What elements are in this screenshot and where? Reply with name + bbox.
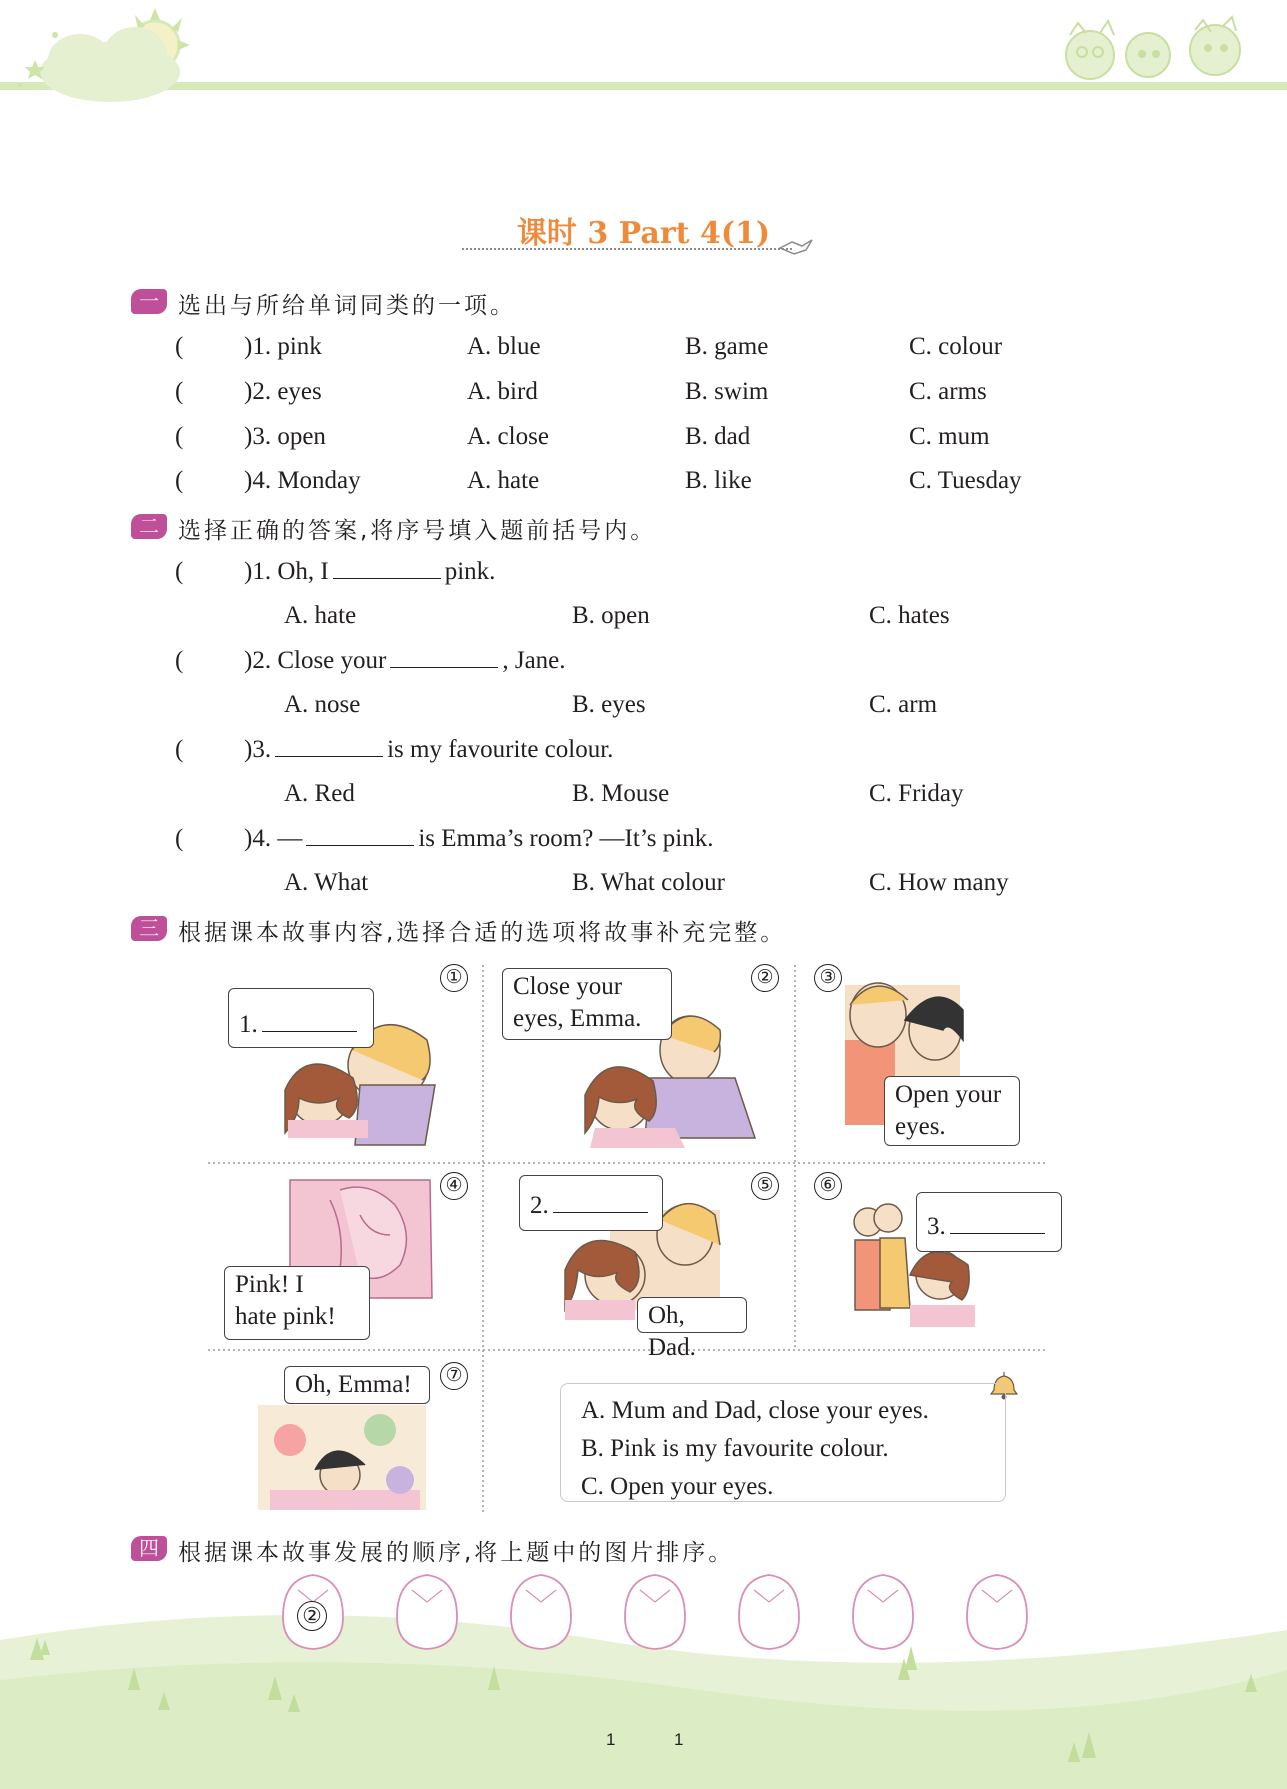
panel-5-bubble: 2. [519,1175,663,1231]
s1-q1-bracket[interactable]: ( [175,333,184,360]
panel-5-bubble-dad: Oh, Dad. [637,1297,747,1333]
panel-2-number: ② [751,964,779,992]
section-2-badge: 二 [131,514,167,539]
s2-q1-sentence: )1. Oh, I pink. [244,558,496,585]
option-b: B. Pink is my favourite colour. [581,1435,889,1462]
panel-1-bubble: 1. [228,988,374,1048]
panel-2-bubble: Close your eyes, Emma. [502,968,672,1040]
page-number-left: 1 [606,1730,616,1749]
panel-5-number: ⑤ [751,1172,779,1200]
section-1-badge: 一 [131,289,167,314]
s1-q4-option-c: C. Tuesday [909,467,1022,494]
panel-7-bubble: Oh, Emma! [284,1366,430,1404]
s1-q2-option-c: C. arms [909,378,987,405]
s2-q4-option-b: B. What colour [572,869,725,896]
page-title: 课时 3 Part 4(1) [516,216,771,251]
s2-q4-sentence: )4. — is Emma’s room? —It’s pink. [244,825,714,852]
s2-q2-option-c: C. arm [869,691,938,718]
panel-4-number: ④ [440,1172,468,1200]
s1-q4-option-b: B. like [685,467,752,494]
first-answer: ② [297,1601,327,1631]
s1-q1-option-c: C. colour [909,333,1003,360]
section-1-instruction: 选出与所给单词同类的一项。 [178,293,516,319]
section-3-badge: 三 [131,916,167,941]
s2-q1-option-c: C. hates [869,602,950,629]
s1-q2-prompt: )2. eyes [244,378,322,405]
panel-6-number: ⑥ [814,1172,842,1200]
s2-q4-option-c: C. How many [869,869,1009,896]
slot-6 [853,1575,913,1649]
s2-q1-option-a: A. hate [284,602,357,629]
s1-q1-prompt: )1. pink [244,333,322,360]
slot-2 [397,1575,457,1649]
s1-q2-bracket[interactable]: ( [175,378,184,405]
s1-q2-option-b: B. swim [685,378,769,405]
s2-q2-sentence: )2. Close your , Jane. [244,647,566,674]
panel-7-number: ⑦ [440,1362,468,1390]
panel-3-number: ③ [814,964,842,992]
section-3-instruction: 根据课本故事内容,选择合适的选项将故事补充完整。 [178,920,787,946]
slot-4 [625,1575,685,1649]
s1-q3-option-b: B. dad [685,423,751,450]
slot-3 [511,1575,571,1649]
s1-q2-option-a: A. bird [467,378,538,405]
s1-q1-option-a: A. blue [467,333,541,360]
s2-q2-option-b: B. eyes [572,691,646,718]
section-2-instruction: 选择正确的答案,将序号填入题前括号内。 [178,518,657,544]
s2-q1-bracket[interactable]: ( [175,558,184,585]
slot-5 [739,1575,799,1649]
page-number-right: 1 [674,1730,684,1749]
panel-3-bubble: Open your eyes. [884,1076,1020,1146]
s1-q3-bracket[interactable]: ( [175,423,184,450]
s2-q3-sentence: )3. is my favourite colour. [244,736,614,763]
s2-q4-option-a: A. What [284,869,369,896]
slot-7 [967,1575,1027,1649]
s2-q2-option-a: A. nose [284,691,361,718]
section-4-badge: 四 [131,1536,167,1561]
option-c: C. Open your eyes. [581,1473,774,1500]
s1-q3-option-c: C. mum [909,423,990,450]
s1-q4-bracket[interactable]: ( [175,467,184,494]
panel-6-bubble: 3. [916,1192,1062,1252]
s1-q3-prompt: )3. open [244,423,326,450]
s1-q3-option-a: A. close [467,423,549,450]
option-a: A. Mum and Dad, close your eyes. [581,1397,929,1424]
s2-q4-bracket[interactable]: ( [175,825,184,852]
s2-q2-bracket[interactable]: ( [175,647,184,674]
s2-q3-option-a: A. Red [284,780,355,807]
section-4-instruction: 根据课本故事发展的顺序,将上题中的图片排序。 [178,1540,735,1566]
s1-q4-option-a: A. hate [467,467,540,494]
s1-q4-prompt: )4. Monday [244,467,361,494]
s2-q3-option-c: C. Friday [869,780,964,807]
s2-q1-option-b: B. open [572,602,650,629]
panel-4-bubble: Pink! I hate pink! [224,1266,370,1340]
s2-q3-bracket[interactable]: ( [175,736,184,763]
s2-q3-option-b: B. Mouse [572,780,670,807]
panel-1-number: ① [440,964,468,992]
s1-q1-option-b: B. game [685,333,769,360]
